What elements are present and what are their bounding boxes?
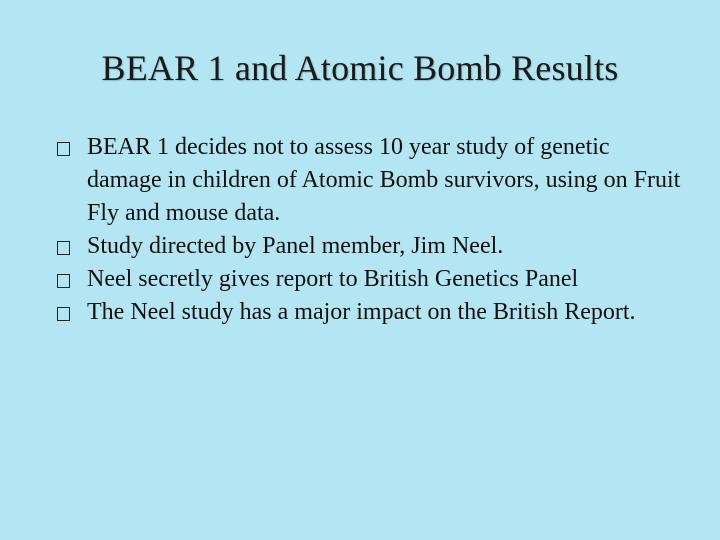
bullet-item xyxy=(50,263,690,296)
bullet-text: BEAR 1 decides not to assess 10 year study of genetic damage in children of Atomic Bomb survivors, using on Fruit Fly and mouse data. xyxy=(87,134,681,226)
bullet-text: Neel secretly gives report to British Genetics Panel xyxy=(87,266,579,292)
empty-square-icon xyxy=(57,142,70,156)
empty-square-icon xyxy=(57,241,70,255)
slide-title: BEAR 1 and Atomic Bomb Results xyxy=(101,48,619,88)
empty-square-icon xyxy=(57,307,70,321)
bullet-item xyxy=(50,230,690,263)
bullet-list xyxy=(50,131,690,329)
bullet-item xyxy=(50,131,690,230)
bullet-text: The Neel study has a major impact on the British Report. xyxy=(87,299,636,325)
bullet-text: Study directed by Panel member, Jim Neel. xyxy=(87,233,504,259)
empty-square-icon xyxy=(57,274,70,288)
bullet-item xyxy=(50,296,690,329)
